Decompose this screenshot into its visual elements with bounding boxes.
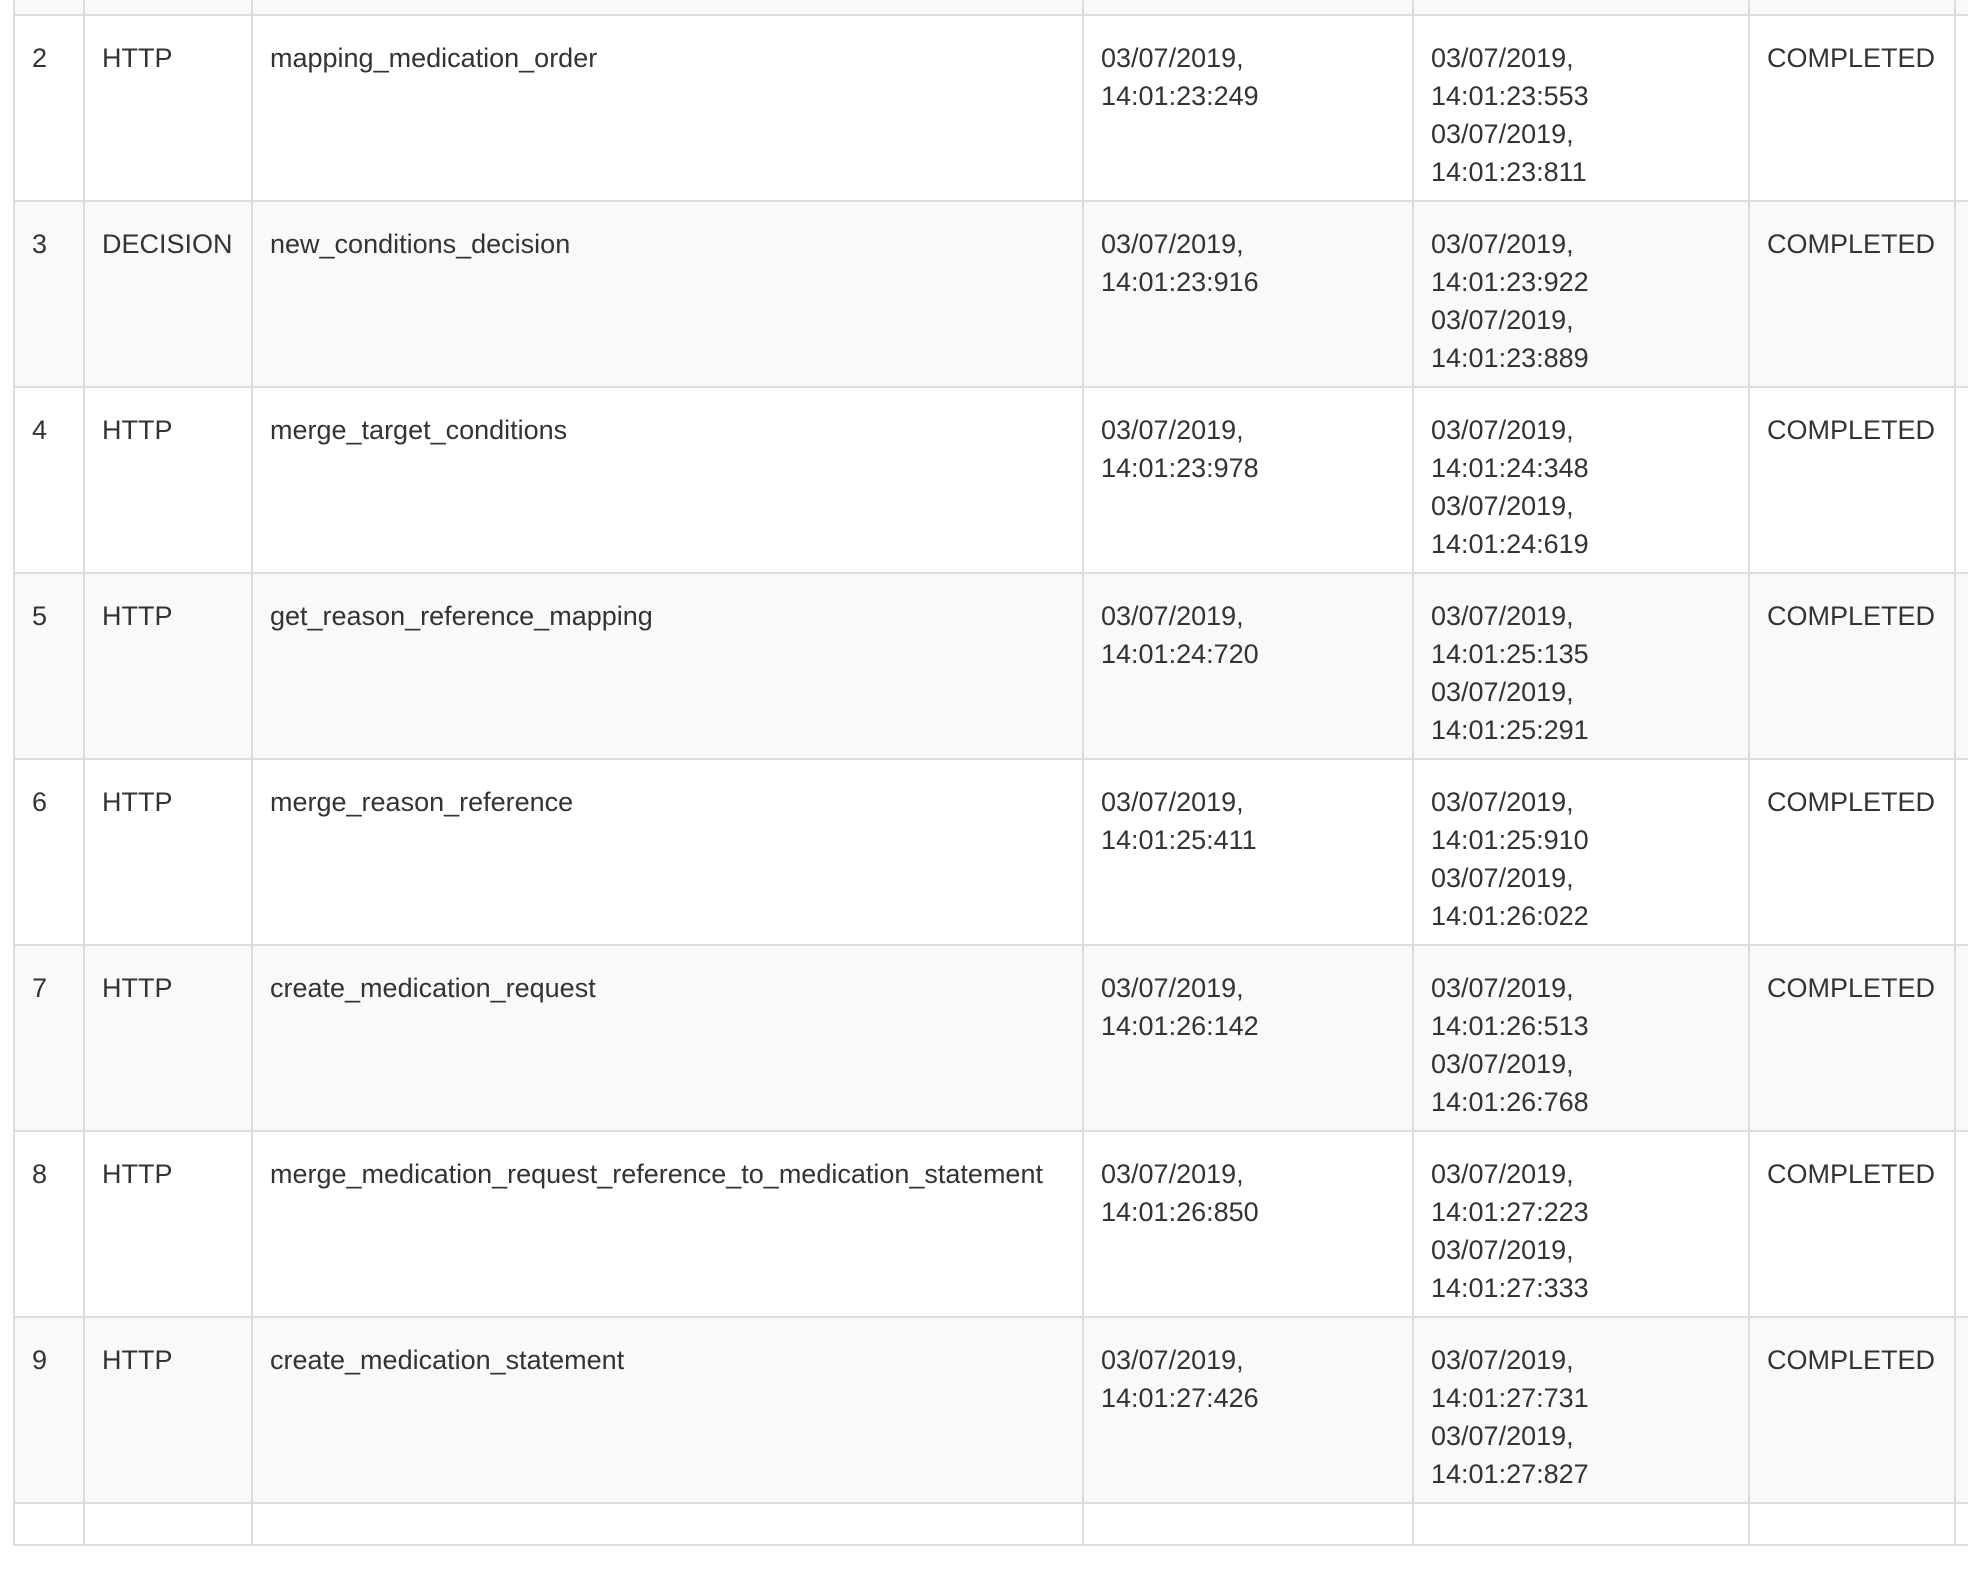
table-cell <box>1749 0 1955 15</box>
scheduled-time-line: 03/07/2019, <box>1101 787 1244 817</box>
table-cell <box>252 0 1083 15</box>
extra-cell <box>1955 759 1968 945</box>
table-row[interactable] <box>14 573 1968 759</box>
start-end-time-cell <box>1413 759 1749 945</box>
scheduled-time-line: 14:01:27:426 <box>1101 1383 1259 1413</box>
table-cell <box>1955 0 1968 15</box>
extra-cell <box>1955 201 1968 387</box>
task-table <box>13 0 1968 1546</box>
status-cell: COMPLETED <box>1749 759 1955 945</box>
start-end-time-line: 14:01:25:291 <box>1431 715 1589 745</box>
table-cell <box>1083 1503 1413 1545</box>
task-name-cell: get_reason_reference_mapping <box>252 573 1083 759</box>
task-type-cell: HTTP <box>84 759 252 945</box>
table-cell <box>1083 0 1413 15</box>
start-end-time-line: 03/07/2019, <box>1431 1235 1574 1265</box>
task-name-cell: mapping_medication_order <box>252 15 1083 201</box>
task-name-cell: merge_medication_request_reference_to_medication_statement <box>252 1131 1083 1317</box>
scheduled-time-line: 03/07/2019, <box>1101 973 1244 1003</box>
status-cell: COMPLETED <box>1749 387 1955 573</box>
start-end-time-line: 14:01:27:731 <box>1431 1383 1589 1413</box>
table-cell <box>1413 1503 1749 1545</box>
start-end-time-line: 03/07/2019, <box>1431 43 1574 73</box>
start-end-time-line: 14:01:26:513 <box>1431 1011 1589 1041</box>
status-cell: COMPLETED <box>1749 201 1955 387</box>
scheduled-time-line: 14:01:24:720 <box>1101 639 1259 669</box>
scheduled-time-cell <box>1083 759 1413 945</box>
table-row-partial-bottom <box>14 1503 1968 1545</box>
start-end-time-line: 14:01:25:910 <box>1431 825 1589 855</box>
start-end-time-line: 03/07/2019, <box>1431 863 1574 893</box>
extra-cell <box>1955 573 1968 759</box>
seq-cell: 4 <box>14 387 84 573</box>
table-row[interactable] <box>14 1317 1968 1503</box>
start-end-time-line: 14:01:24:348 <box>1431 453 1589 483</box>
scheduled-time-line: 14:01:23:916 <box>1101 267 1259 297</box>
table-row-partial-top <box>14 0 1968 15</box>
scheduled-time-line: 14:01:26:850 <box>1101 1197 1259 1227</box>
scheduled-time-line: 03/07/2019, <box>1101 1159 1244 1189</box>
seq-cell: 9 <box>14 1317 84 1503</box>
table-row[interactable] <box>14 201 1968 387</box>
start-end-time-line: 03/07/2019, <box>1431 1049 1574 1079</box>
table-row[interactable] <box>14 15 1968 201</box>
scheduled-time-cell <box>1083 201 1413 387</box>
start-end-time-cell <box>1413 1131 1749 1317</box>
task-name-cell: new_conditions_decision <box>252 201 1083 387</box>
start-end-time-line: 14:01:23:889 <box>1431 343 1589 373</box>
start-end-time-line: 03/07/2019, <box>1431 677 1574 707</box>
scheduled-time-cell <box>1083 15 1413 201</box>
start-end-time-line: 03/07/2019, <box>1431 1345 1574 1375</box>
task-type-cell: HTTP <box>84 1131 252 1317</box>
task-type-cell: HTTP <box>84 1317 252 1503</box>
start-end-time-cell <box>1413 15 1749 201</box>
start-end-time-cell <box>1413 573 1749 759</box>
start-end-time-line: 14:01:23:811 <box>1431 157 1587 187</box>
scheduled-time-cell <box>1083 945 1413 1131</box>
scheduled-time-line: 03/07/2019, <box>1101 1345 1244 1375</box>
table-row[interactable] <box>14 1131 1968 1317</box>
extra-cell <box>1955 1131 1968 1317</box>
start-end-time-line: 03/07/2019, <box>1431 415 1574 445</box>
start-end-time-cell <box>1413 1317 1749 1503</box>
task-type-cell: HTTP <box>84 387 252 573</box>
start-end-time-line: 14:01:25:135 <box>1431 639 1589 669</box>
task-name-cell: merge_target_conditions <box>252 387 1083 573</box>
status-cell: COMPLETED <box>1749 15 1955 201</box>
task-name-cell: create_medication_request <box>252 945 1083 1131</box>
seq-cell: 2 <box>14 15 84 201</box>
status-cell: COMPLETED <box>1749 1317 1955 1503</box>
scheduled-time-line: 03/07/2019, <box>1101 415 1244 445</box>
start-end-time-line: 14:01:26:768 <box>1431 1087 1589 1117</box>
table-cell <box>1955 1503 1968 1545</box>
start-end-time-line: 03/07/2019, <box>1431 973 1574 1003</box>
seq-cell: 5 <box>14 573 84 759</box>
task-name-cell: merge_reason_reference <box>252 759 1083 945</box>
table-cell <box>14 1503 84 1545</box>
table-cell <box>14 0 84 15</box>
table-cell <box>84 1503 252 1545</box>
start-end-time-line: 14:01:27:827 <box>1431 1459 1589 1489</box>
start-end-time-cell <box>1413 387 1749 573</box>
start-end-time-line: 03/07/2019, <box>1431 305 1574 335</box>
extra-cell <box>1955 387 1968 573</box>
extra-cell <box>1955 1317 1968 1503</box>
table-row[interactable] <box>14 759 1968 945</box>
table-row[interactable] <box>14 945 1968 1131</box>
start-end-time-cell <box>1413 945 1749 1131</box>
status-cell: COMPLETED <box>1749 1131 1955 1317</box>
seq-cell: 8 <box>14 1131 84 1317</box>
seq-cell: 7 <box>14 945 84 1131</box>
task-type-cell: HTTP <box>84 945 252 1131</box>
seq-cell: 6 <box>14 759 84 945</box>
scheduled-time-line: 14:01:26:142 <box>1101 1011 1259 1041</box>
start-end-time-line: 14:01:23:553 <box>1431 81 1589 111</box>
scheduled-time-cell <box>1083 387 1413 573</box>
status-cell: COMPLETED <box>1749 573 1955 759</box>
task-type-cell: DECISION <box>84 201 252 387</box>
extra-cell <box>1955 945 1968 1131</box>
start-end-time-line: 03/07/2019, <box>1431 1159 1574 1189</box>
scheduled-time-line: 14:01:23:978 <box>1101 453 1259 483</box>
start-end-time-cell <box>1413 201 1749 387</box>
task-table-container <box>13 0 1968 1594</box>
start-end-time-line: 14:01:23:922 <box>1431 267 1589 297</box>
table-cell <box>252 1503 1083 1545</box>
start-end-time-line: 03/07/2019, <box>1431 119 1574 149</box>
scheduled-time-cell <box>1083 1317 1413 1503</box>
start-end-time-line: 03/07/2019, <box>1431 601 1574 631</box>
status-cell: COMPLETED <box>1749 945 1955 1131</box>
task-name-cell: create_medication_statement <box>252 1317 1083 1503</box>
start-end-time-line: 03/07/2019, <box>1431 491 1574 521</box>
scheduled-time-line: 14:01:25:411 <box>1101 825 1257 855</box>
scheduled-time-line: 03/07/2019, <box>1101 229 1244 259</box>
start-end-time-line: 14:01:26:022 <box>1431 901 1589 931</box>
seq-cell: 3 <box>14 201 84 387</box>
scheduled-time-line: 14:01:23:249 <box>1101 81 1259 111</box>
task-type-cell: HTTP <box>84 573 252 759</box>
start-end-time-line: 03/07/2019, <box>1431 787 1574 817</box>
table-cell <box>1413 0 1749 15</box>
scheduled-time-line: 03/07/2019, <box>1101 43 1244 73</box>
task-type-cell: HTTP <box>84 15 252 201</box>
start-end-time-line: 14:01:24:619 <box>1431 529 1589 559</box>
start-end-time-line: 03/07/2019, <box>1431 229 1574 259</box>
scheduled-time-cell <box>1083 1131 1413 1317</box>
extra-cell <box>1955 15 1968 201</box>
start-end-time-line: 03/07/2019, <box>1431 1421 1574 1451</box>
table-cell <box>1749 1503 1955 1545</box>
table-row[interactable] <box>14 387 1968 573</box>
table-cell <box>84 0 252 15</box>
scheduled-time-line: 03/07/2019, <box>1101 601 1244 631</box>
start-end-time-line: 14:01:27:223 <box>1431 1197 1589 1227</box>
scheduled-time-cell <box>1083 573 1413 759</box>
start-end-time-line: 14:01:27:333 <box>1431 1273 1589 1303</box>
